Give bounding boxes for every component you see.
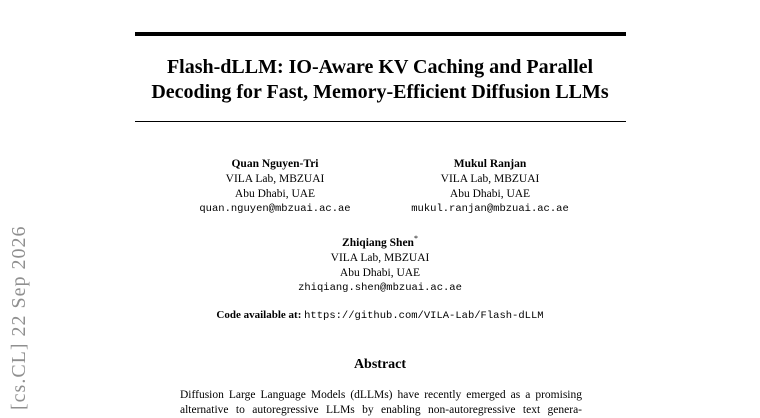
author-name-line [280, 231, 480, 251]
author-email[interactable]: quan.nguyen@mbzuai.ac.ae [199, 203, 351, 215]
author-email[interactable]: mukul.ranjan@mbzuai.ac.ae [411, 203, 569, 215]
author-block-3 [280, 231, 480, 296]
author-email[interactable]: zhiqiang.shen@mbzuai.ac.ae [298, 281, 462, 294]
author-block-2 [390, 157, 590, 217]
arxiv-side-stamp: [cs.CL] 22 Sep 2026 [8, 225, 30, 410]
abstract-heading: Abstract [353, 357, 407, 372]
abstract-body [180, 388, 582, 418]
author-name: Quan Nguyen-Tri [231, 158, 319, 170]
code-label: Code available at: [216, 309, 302, 321]
author-affiliation: VILA Lab, MBZUAI [330, 251, 430, 264]
paper-title [120, 55, 640, 105]
code-availability [120, 309, 640, 322]
corresponding-author-mark: * [413, 234, 418, 243]
author-name: Mukul Ranjan [453, 158, 527, 170]
code-link[interactable]: https://github.com/VILA-Lab/Flash-dLLM [304, 310, 544, 322]
author-name: Zhiqiang Shen [342, 236, 414, 249]
author-location: Abu Dhabi, UAE [449, 188, 531, 200]
abstract-line-2: alternative to autoregressive LLMs by enabling non-autoregressive text genera- [180, 404, 582, 416]
author-affiliation: VILA Lab, MBZUAI [440, 173, 540, 185]
author-location: Abu Dhabi, UAE [234, 188, 316, 200]
author-block-1 [175, 157, 375, 217]
title-rule-top [135, 32, 626, 36]
title-line-1: Flash-dLLM: IO-Aware KV Caching and Parallel [166, 56, 594, 78]
author-affiliation: VILA Lab, MBZUAI [225, 173, 325, 185]
abstract-line-1: Diffusion Large Language Models (dLLMs) have recently emerged as a promising [180, 389, 582, 401]
title-rule-bottom [135, 121, 626, 122]
author-location: Abu Dhabi, UAE [339, 266, 421, 279]
title-line-2: Decoding for Fast, Memory-Efficient Diffusion LLMs [151, 81, 609, 103]
